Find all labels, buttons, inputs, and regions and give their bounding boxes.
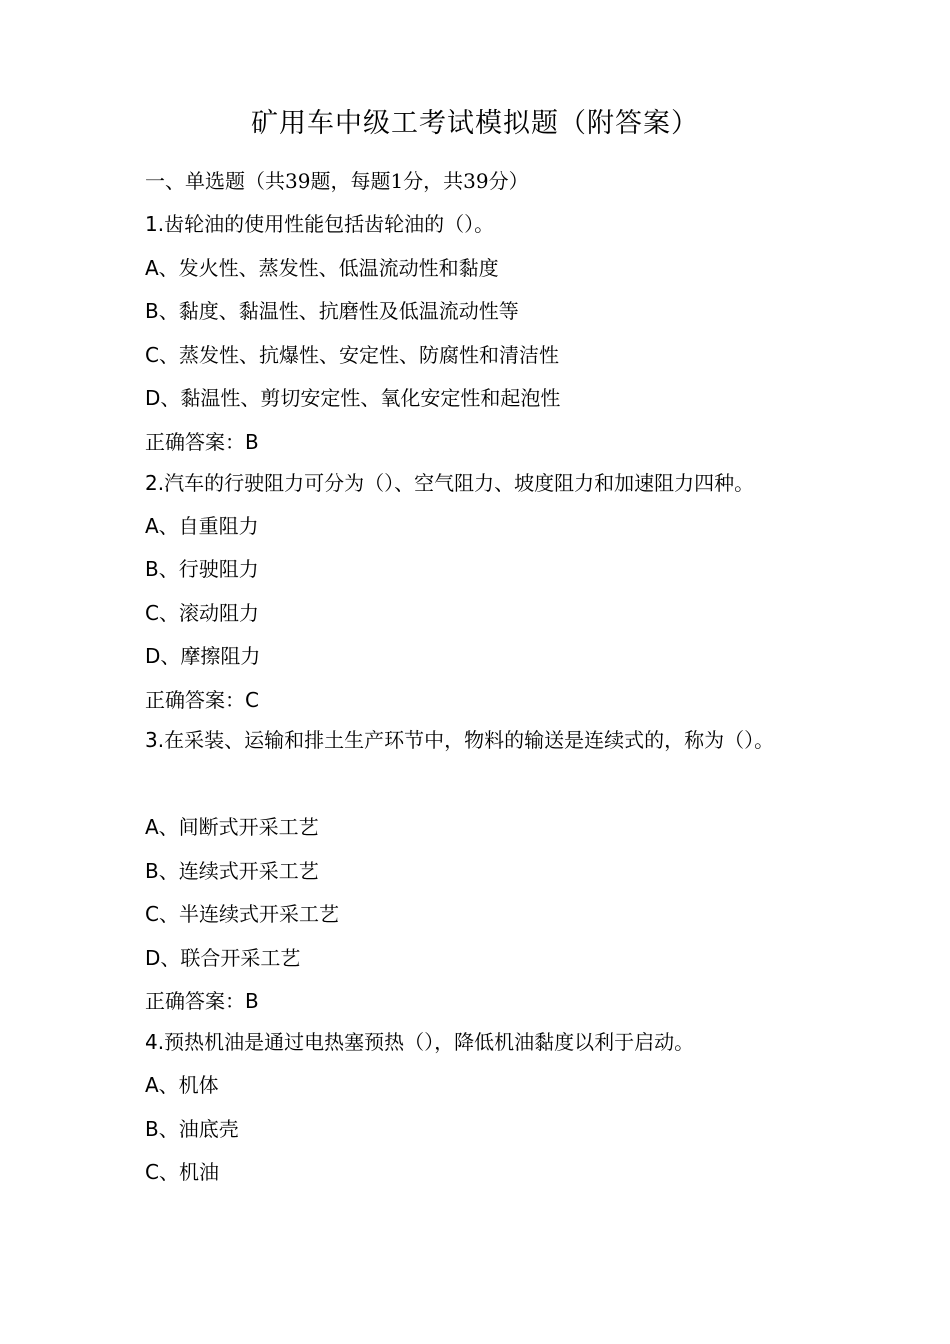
question-3-option-b: B、连续式开采工艺 (145, 859, 319, 883)
question-2-option-b: B、行驶阻力 (145, 557, 259, 581)
question-2-option-c: C、滚动阻力 (145, 601, 259, 625)
question-3-option-d: D、联合开采工艺 (145, 946, 301, 970)
question-4-option-c: C、机油 (145, 1160, 219, 1184)
question-2-stem: 2.汽车的行驶阻力可分为（）、空气阻力、坡度阻力和加速阻力四种。 (145, 471, 755, 495)
section-heading: 一、单选题（共39题，每题1分，共39分） (145, 169, 529, 193)
question-3-stem: 3.在采装、运输和排土生产环节中，物料的输送是连续式的，称为（）。 (145, 728, 775, 752)
question-1-option-d: D、黏温性、剪切安定性、氧化安定性和起泡性 (145, 386, 561, 410)
question-1-stem: 1.齿轮油的使用性能包括齿轮油的（）。 (145, 212, 495, 236)
question-1-option-a: A、发火性、蒸发性、低温流动性和黏度 (145, 256, 499, 280)
question-1-answer: 正确答案：B (145, 430, 259, 454)
question-2-answer: 正确答案：C (145, 688, 259, 712)
question-1-option-c: C、蒸发性、抗爆性、安定性、防腐性和清洁性 (145, 343, 559, 367)
question-4-option-b: B、油底壳 (145, 1117, 239, 1141)
question-3-option-a: A、间断式开采工艺 (145, 815, 319, 839)
question-3-answer: 正确答案：B (145, 989, 259, 1013)
question-2-option-a: A、自重阻力 (145, 514, 259, 538)
question-1-option-b: B、黏度、黏温性、抗磨性及低温流动性等 (145, 299, 519, 323)
question-4-option-a: A、机体 (145, 1073, 219, 1097)
question-4-stem: 4.预热机油是通过电热塞预热（），降低机油黏度以利于启动。 (145, 1030, 695, 1054)
question-2-option-d: D、摩擦阻力 (145, 644, 261, 668)
question-3-option-c: C、半连续式开采工艺 (145, 902, 339, 926)
document-title: 矿用车中级工考试模拟题（附答案） (251, 108, 699, 139)
